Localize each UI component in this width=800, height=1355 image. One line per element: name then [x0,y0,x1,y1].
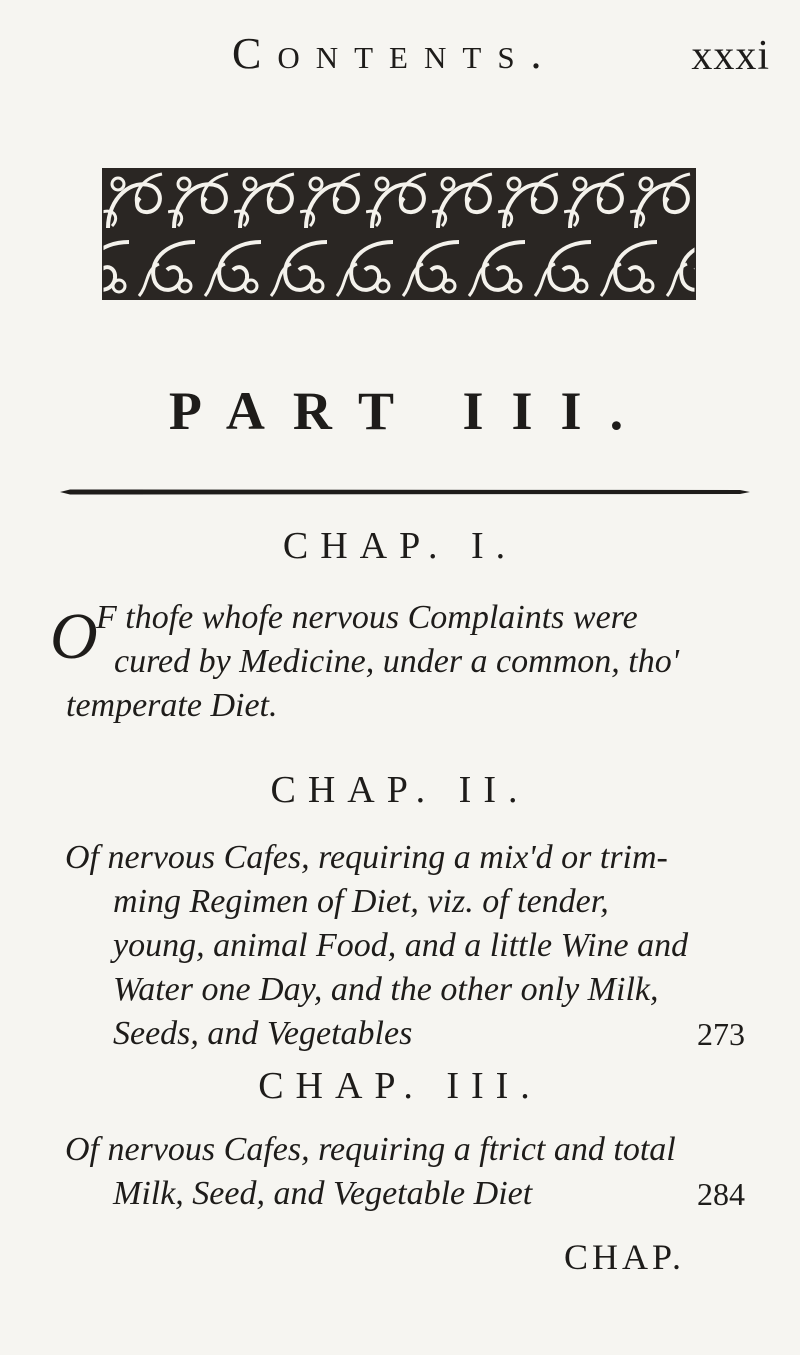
chapter-1-line-3: temperate Diet. [66,687,278,724]
part-heading: PART III. [168,381,652,441]
catchword: CHAP. [564,1237,686,1277]
ornamental-headpiece-icon [102,168,696,300]
chapter-2-heading: CHAP. II. [270,769,530,811]
chapter-3-line-1: Of nervous Cafes, requiring a ftrict and total [65,1131,676,1168]
chapter-2-line-3: young, animal Food, and a little Wine and [113,927,689,964]
chapter-2-line-4: Water one Day, and the other only Milk, [113,971,659,1008]
chapter-3-heading: CHAP. III. [258,1065,542,1107]
page-number: xxxi [691,33,770,79]
running-header [0,28,800,88]
chapter-1-line-1: F thofe whofe nervous Complaints were [96,599,638,636]
chapter-2-line-1: Of nervous Cafes, requiring a mix'd or trim- [65,839,668,876]
running-title: Contents. [232,29,558,78]
divider-rule [60,488,750,496]
chapter-2-page-ref: 273 [697,1016,745,1052]
chapter-2-entry [65,836,745,1056]
chapter-1-heading: CHAP. I. [282,525,518,567]
chapter-3-entry [65,1128,745,1216]
chapter-3-line-2: Milk, Seed, and Vegetable Diet [113,1175,533,1212]
chapter-1-initial: O [50,600,98,673]
chapter-2-line-5: Seeds, and Vegetables [113,1015,413,1052]
chapter-1-entry [66,596,746,728]
chapter-1-line-2: cured by Medicine, under a common, tho' [114,643,679,680]
chapter-2-line-2: ming Regimen of Diet, viz. of tender, [113,883,609,920]
chapter-3-page-ref: 284 [697,1176,745,1212]
